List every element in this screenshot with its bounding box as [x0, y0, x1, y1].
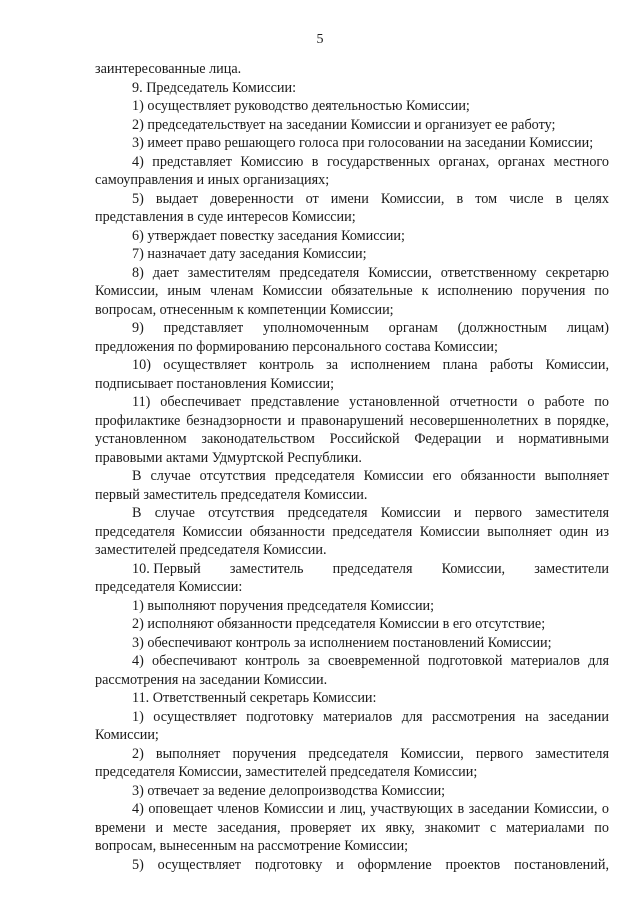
page-number: 5 [316, 32, 324, 47]
list-item: 1) осуществляет руководство деятельностью Комиссии; [132, 98, 470, 114]
document-body [95, 60, 609, 874]
heading-continuation: председателя Комиссии: [95, 579, 243, 595]
paragraph: В случае отсутствия председателя Комиссии его обязанности выполняет первый заместитель председателя Комиссии. [95, 468, 609, 503]
list-item: 3) отвечает за ведение делопроизводства Комиссии; [132, 782, 446, 799]
list-item: 4) обеспечивают контроль за своевременной подготовкой материалов для рассмотрения на заседании Комиссии. [95, 653, 609, 688]
heading-word: заместитель [229, 560, 304, 577]
list-item: 11) обеспечивает представление установленной отчетности о работе по профилактике безнадзорности и правонарушений несовершеннолетних в порядке, установленном законодательством Российской Федерации и нормативными правовыми актами Удмуртской Республики. [95, 394, 609, 466]
heading-word: заместители [534, 560, 609, 577]
section-heading-11: 11. Ответственный секретарь Комиссии: [132, 690, 377, 706]
list-item: 4) оповещает членов Комиссии и лиц, участвующих в заседании Комиссии, о времени и месте заседания, проверяет их явку, знакомит с материалами по вопросам, вынесенным на рассмотрение Комиссии; [95, 801, 609, 854]
list-item: 2) исполняют обязанности председателя Комиссии в его отсутствие; [132, 616, 546, 632]
list-item: 4) представляет Комиссию в государственных органах, органах местного самоуправления и иных организациях; [95, 153, 609, 188]
list-item: 7) назначает дату заседания Комиссии; [132, 246, 367, 262]
heading-word: Комиссии, [441, 560, 506, 577]
list-item: 5) выдает доверенности от имени Комиссии, в том числе в целях представления в суде интересов Комиссии; [95, 190, 609, 225]
paragraph: В случае отсутствия председателя Комиссии и первого заместителя председателя Комиссии обязанности председателя Комиссии выполняет один из заместителей председателя Комиссии. [95, 505, 609, 558]
list-item: 2) выполняет поручения председателя Комиссии, первого заместителя председателя Комиссии, заместителей председателя Комиссии; [95, 745, 609, 780]
section-heading-10 [95, 560, 609, 579]
heading-word: 10. Первый [132, 560, 201, 577]
list-item: 6) утверждает повестку заседания Комиссии; [132, 227, 405, 244]
list-item: 1) выполняют поручения председателя Комиссии; [132, 597, 435, 614]
list-item: 3) обеспечивают контроль за исполнением постановлений Комиссии; [132, 634, 552, 651]
list-item: 2) председательствует на заседании Комиссии и организует ее работу; [132, 116, 556, 133]
list-item: 9) представляет уполномоченным органам (должностным лицам) предложения по формированию персонального состава Комиссии; [95, 320, 609, 355]
paragraph: заинтересованные лица. [95, 61, 242, 77]
list-item: 1) осуществляет подготовку материалов для рассмотрения на заседании Комиссии; [95, 708, 609, 743]
section-heading-9: 9. Председатель Комиссии: [132, 79, 297, 96]
heading-word: председателя [332, 560, 413, 577]
list-item: 3) имеет право решающего голоса при голосовании на заседании Комиссии; [132, 135, 594, 151]
list-item: 8) дает заместителям председателя Комиссии, ответственному секретарю Комиссии, иным членам Комиссии обязательные к исполнению поручения по вопросам, отнесенным к компетенции Комиссии; [95, 264, 609, 318]
list-item: 10) осуществляет контроль за исполнением плана работы Комиссии, подписывает постановления Комиссии; [95, 357, 609, 392]
list-item: 5) осуществляет подготовку и оформление проектов постановлений, [132, 856, 609, 873]
